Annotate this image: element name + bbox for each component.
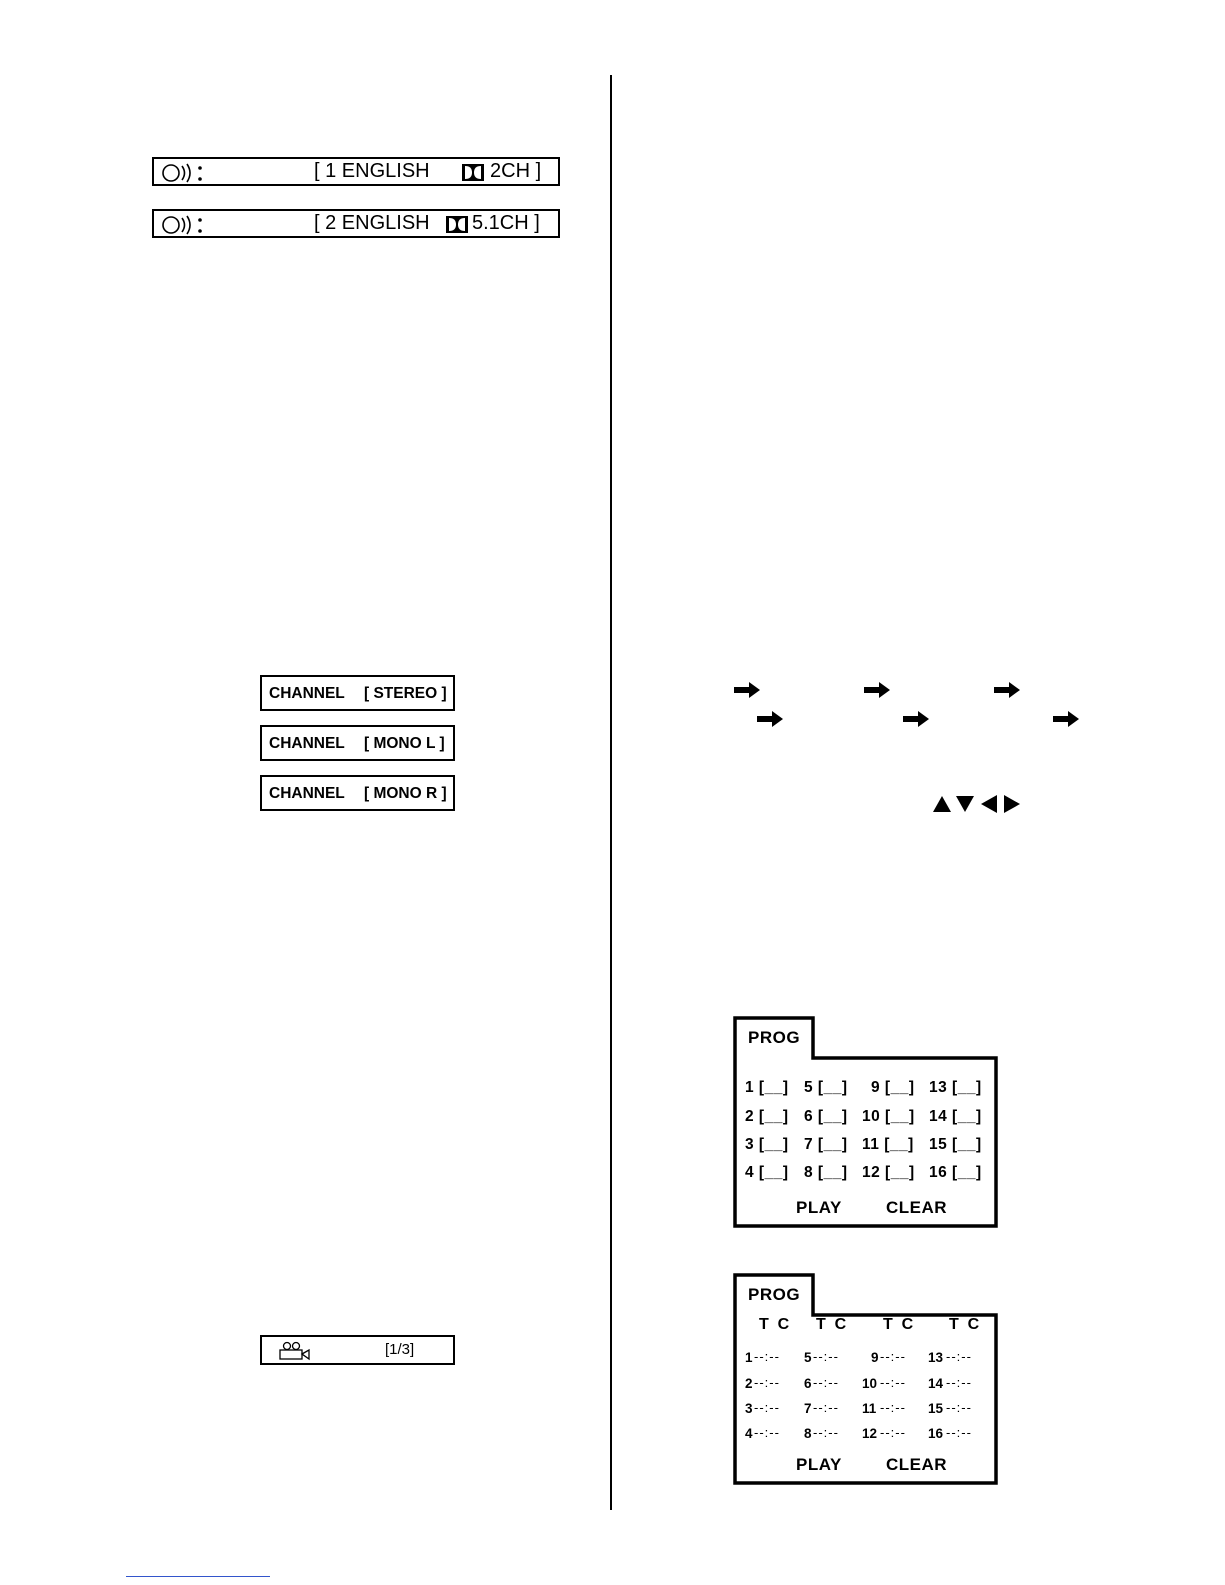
tc-placeholder[interactable]: --:-- bbox=[813, 1400, 839, 1415]
right-arrow-icon bbox=[994, 682, 1020, 698]
right-arrow-icon bbox=[864, 682, 890, 698]
right-arrow-icon bbox=[1053, 711, 1079, 727]
tc-placeholder[interactable]: --:-- bbox=[946, 1400, 972, 1415]
channel-display-mono-l bbox=[260, 725, 455, 761]
tc-placeholder[interactable]: --:-- bbox=[880, 1349, 906, 1364]
channel-value: [ MONO R ] bbox=[364, 785, 447, 802]
channel-value: [ MONO L ] bbox=[364, 735, 445, 752]
tc-placeholder[interactable]: --:-- bbox=[813, 1349, 839, 1364]
audio-display-1 bbox=[152, 157, 560, 186]
left-triangle-icon bbox=[979, 794, 999, 814]
tc-placeholder[interactable]: --:-- bbox=[754, 1375, 780, 1390]
program-slot[interactable]: 7 [__] bbox=[804, 1136, 848, 1153]
program-title: PROG bbox=[748, 1028, 801, 1047]
channel-display-stereo bbox=[260, 675, 455, 711]
program-slot[interactable]: 6 [__] bbox=[804, 1108, 848, 1125]
program-slot[interactable]: 9 [__] bbox=[871, 1079, 915, 1096]
tc-placeholder[interactable]: --:-- bbox=[946, 1375, 972, 1390]
tc-placeholder[interactable]: --:-- bbox=[880, 1425, 906, 1440]
program-title: PROG bbox=[748, 1285, 801, 1304]
tc-placeholder[interactable]: --:-- bbox=[946, 1425, 972, 1440]
camera-icon bbox=[277, 1341, 311, 1361]
channel-label: CHANNEL bbox=[269, 685, 345, 702]
right-arrow-icon bbox=[734, 682, 760, 698]
channel-display-mono-r bbox=[260, 775, 455, 811]
tc-number: 14 bbox=[928, 1376, 944, 1391]
tc-number: 5 bbox=[804, 1350, 812, 1365]
tc-number: 8 bbox=[804, 1426, 812, 1441]
column-divider bbox=[610, 75, 612, 1510]
audio-channels: 2CH ] bbox=[490, 160, 542, 182]
audio-language: [ 2 ENGLISH bbox=[314, 212, 430, 234]
tc-number: 15 bbox=[928, 1401, 944, 1416]
tc-number: 4 bbox=[745, 1426, 753, 1441]
angle-value: [1/3] bbox=[385, 1341, 415, 1358]
dolby-icon bbox=[446, 216, 468, 233]
channel-label: CHANNEL bbox=[269, 735, 345, 752]
tc-placeholder[interactable]: --:-- bbox=[880, 1400, 906, 1415]
program-slot[interactable]: 8 [__] bbox=[804, 1164, 848, 1181]
right-arrow-icon bbox=[903, 711, 929, 727]
program-slot[interactable]: 10 [__] bbox=[862, 1108, 915, 1125]
program-slot[interactable]: 15 [__] bbox=[929, 1136, 982, 1153]
clear-button[interactable]: CLEAR bbox=[886, 1198, 948, 1217]
program-slot[interactable]: 12 [__] bbox=[862, 1164, 915, 1181]
program-slot[interactable]: 4 [__] bbox=[745, 1164, 789, 1181]
dolby-icon bbox=[462, 164, 484, 181]
program-slot[interactable]: 3 [__] bbox=[745, 1136, 789, 1153]
tc-number: 7 bbox=[804, 1401, 812, 1416]
tc-number: 11 bbox=[862, 1401, 877, 1416]
down-triangle-icon bbox=[955, 794, 975, 814]
program-slot[interactable]: 13 [__] bbox=[929, 1079, 982, 1096]
audio-icon bbox=[160, 162, 206, 184]
tc-placeholder[interactable]: --:-- bbox=[754, 1400, 780, 1415]
audio-icon bbox=[160, 214, 206, 236]
tc-header: T C bbox=[816, 1316, 847, 1333]
clear-button[interactable]: CLEAR bbox=[886, 1455, 948, 1474]
tc-number: 10 bbox=[862, 1376, 878, 1391]
audio-display-2 bbox=[152, 209, 560, 238]
program-slot[interactable]: 5 [__] bbox=[804, 1079, 848, 1096]
program-panel-tracks bbox=[733, 1016, 998, 1228]
tc-number: 12 bbox=[862, 1426, 878, 1441]
tc-number: 16 bbox=[928, 1426, 944, 1441]
tc-header: T C bbox=[883, 1316, 914, 1333]
program-slot[interactable]: 14 [__] bbox=[929, 1108, 982, 1125]
tc-placeholder[interactable]: --:-- bbox=[754, 1349, 780, 1364]
angle-display bbox=[260, 1335, 455, 1365]
audio-channels: 5.1CH ] bbox=[472, 212, 540, 234]
tc-number: 9 bbox=[871, 1350, 879, 1365]
right-arrow-icon bbox=[757, 711, 783, 727]
tc-placeholder[interactable]: --:-- bbox=[813, 1425, 839, 1440]
play-button[interactable]: PLAY bbox=[796, 1198, 842, 1217]
tc-placeholder[interactable]: --:-- bbox=[880, 1375, 906, 1390]
tc-number: 2 bbox=[745, 1376, 753, 1391]
channel-label: CHANNEL bbox=[269, 785, 345, 802]
audio-language: [ 1 ENGLISH bbox=[314, 160, 430, 182]
tc-number: 3 bbox=[745, 1401, 753, 1416]
tc-header: T C bbox=[949, 1316, 980, 1333]
tc-number: 1 bbox=[745, 1350, 753, 1365]
play-button[interactable]: PLAY bbox=[796, 1455, 842, 1474]
program-slot[interactable]: 16 [__] bbox=[929, 1164, 982, 1181]
right-triangle-icon bbox=[1002, 794, 1022, 814]
program-slot[interactable]: 2 [__] bbox=[745, 1108, 789, 1125]
tc-placeholder[interactable]: --:-- bbox=[946, 1349, 972, 1364]
channel-value: [ STEREO ] bbox=[364, 685, 447, 702]
program-slot[interactable]: 1 [__] bbox=[745, 1079, 789, 1096]
program-panel-title-chapter bbox=[733, 1273, 998, 1485]
program-slot[interactable]: 11 [__] bbox=[862, 1136, 914, 1153]
footer-rule bbox=[126, 1576, 270, 1577]
tc-number: 13 bbox=[928, 1350, 944, 1365]
tc-placeholder[interactable]: --:-- bbox=[813, 1375, 839, 1390]
tc-placeholder[interactable]: --:-- bbox=[754, 1425, 780, 1440]
tc-header: T C bbox=[759, 1316, 790, 1333]
up-triangle-icon bbox=[932, 794, 952, 814]
tc-number: 6 bbox=[804, 1376, 812, 1391]
